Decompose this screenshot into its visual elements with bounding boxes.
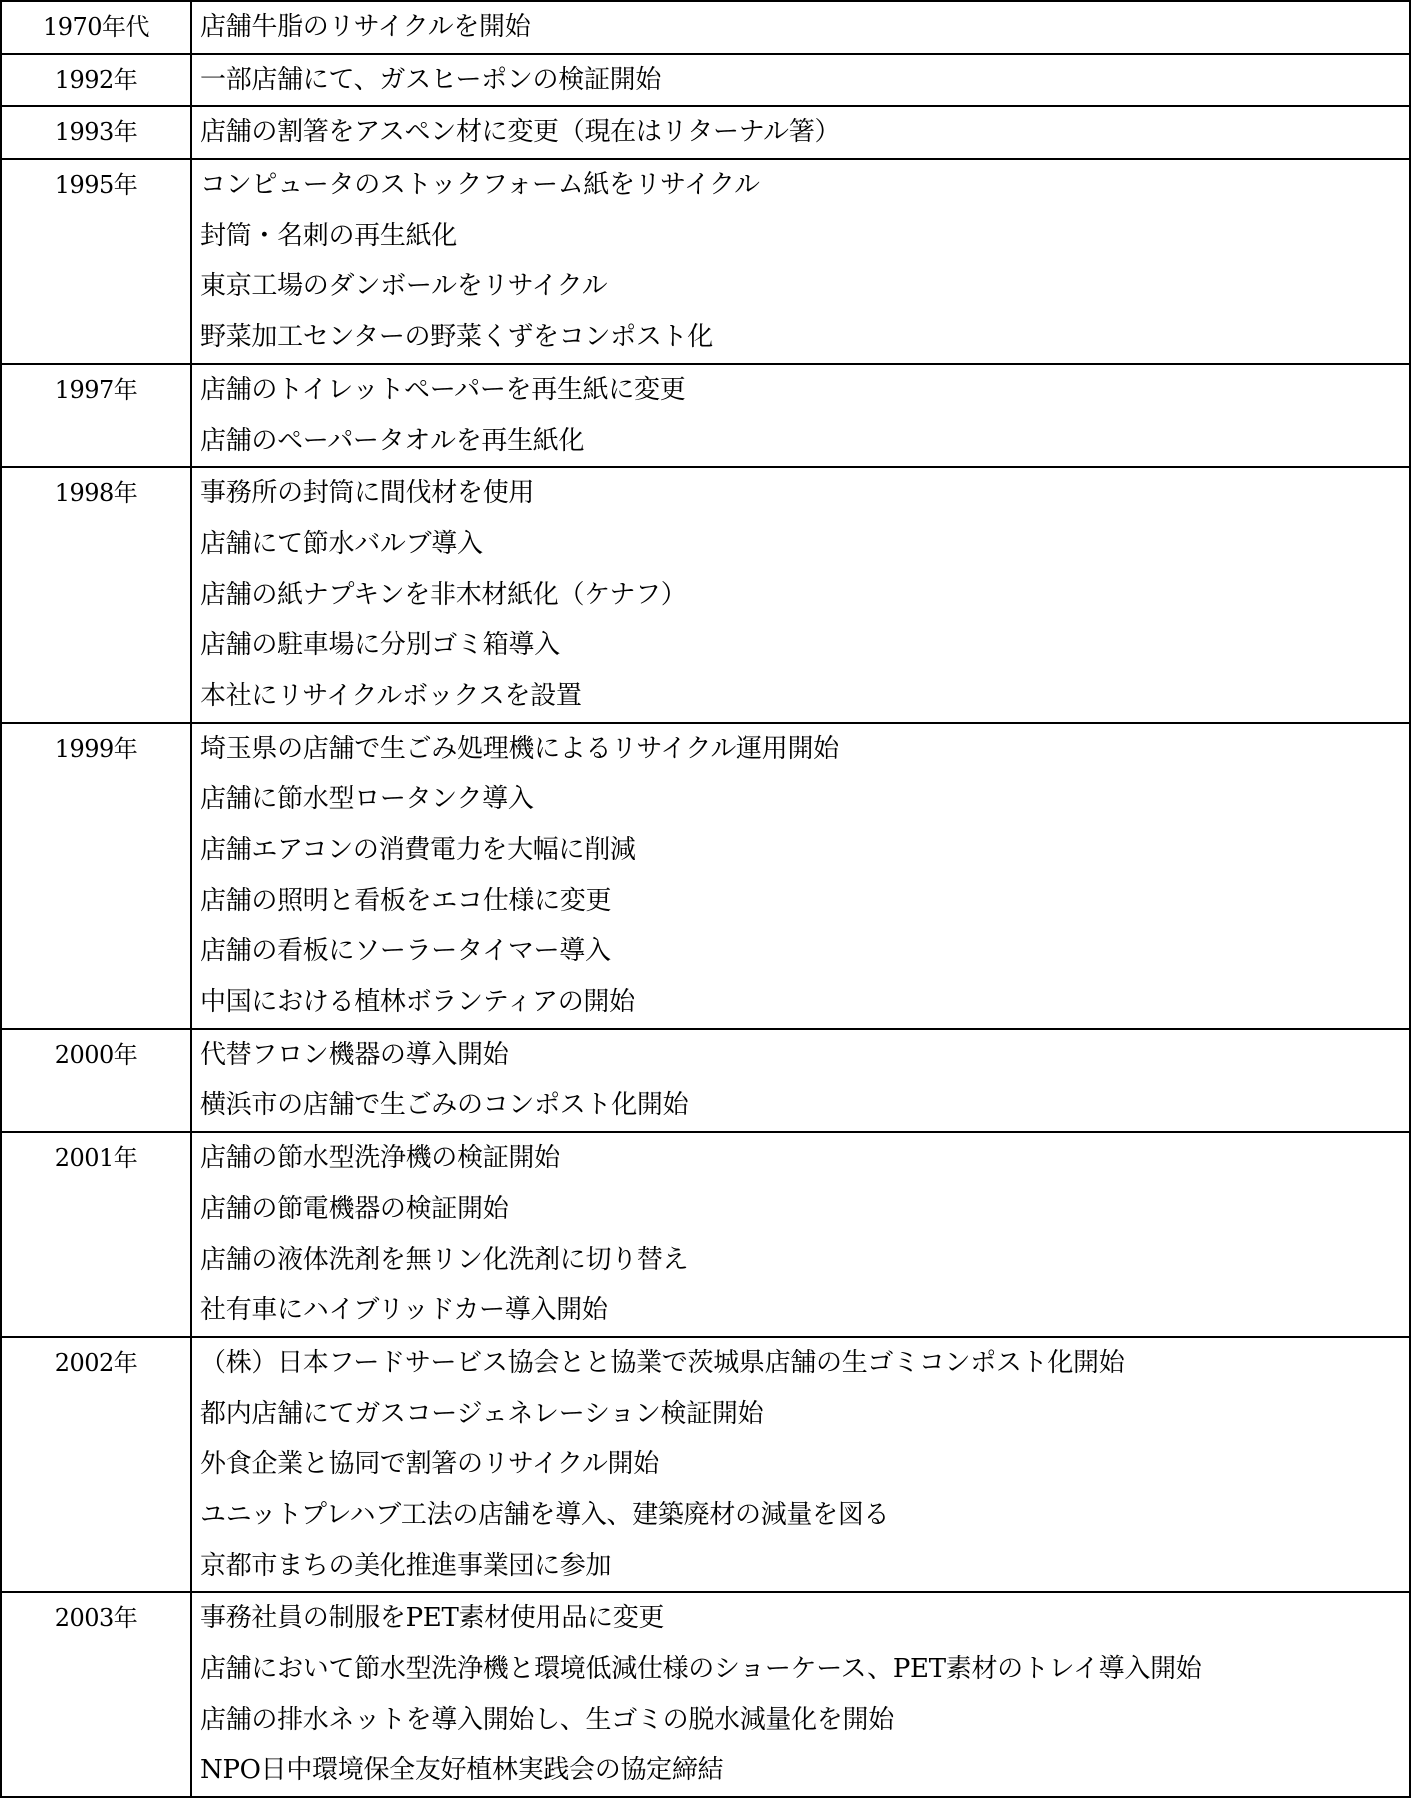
year-cell: 2001年 xyxy=(1,1132,191,1337)
event-item: 東京工場のダンボールをリサイクル xyxy=(200,271,608,302)
event-item: 店舗の紙ナプキンを非木材紙化（ケナフ） xyxy=(200,579,687,610)
event-item: 店舗牛脂のリサイクルを開始 xyxy=(200,12,531,42)
event-item: 店舗の節電機器の検証開始 xyxy=(200,1193,509,1224)
event-item: 店舗のペーパータオルを再生紙化 xyxy=(200,425,585,456)
event-item: 店舗のトイレットペーパーを再生紙に変更 xyxy=(200,374,686,405)
event-item: 店舗にて節水バルブ導入 xyxy=(200,528,483,559)
events-cell xyxy=(191,1592,1410,1797)
year-cell: 1997年 xyxy=(1,364,191,467)
year-cell: 1992年 xyxy=(1,54,191,107)
events-cell xyxy=(191,159,1410,364)
event-item: 一部店舗にて、ガスヒーポンの検証開始 xyxy=(200,64,662,95)
year-cell: 1999年 xyxy=(1,723,191,1029)
event-item: 事務所の封筒に間伐材を使用 xyxy=(200,478,535,509)
year-cell: 1970年代 xyxy=(1,1,191,54)
timeline-body xyxy=(1,1,1410,1797)
events-cell xyxy=(191,106,1410,159)
timeline-row xyxy=(1,723,1410,1029)
event-item: 代替フロン機器の導入開始 xyxy=(200,1039,509,1070)
events-cell xyxy=(191,54,1410,107)
event-item: 都内店舗にてガスコージェネレーション検証開始 xyxy=(200,1398,764,1429)
event-item: ユニットプレハブ工法の店舗を導入、建築廃材の減量を図る xyxy=(200,1499,890,1530)
event-item: 店舗の看板にソーラータイマー導入 xyxy=(200,936,611,967)
event-item: 店舗において節水型洗浄機と環境低減仕様のショーケース、PET素材のトレイ導入開始 xyxy=(200,1654,1202,1685)
event-item: 店舗の節水型洗浄機の検証開始 xyxy=(200,1143,560,1174)
year-cell: 2000年 xyxy=(1,1029,191,1132)
event-item: 野菜加工センターの野菜くずをコンポスト化 xyxy=(200,322,713,353)
timeline-row xyxy=(1,1337,1410,1592)
timeline-row xyxy=(1,1132,1410,1337)
timeline-row xyxy=(1,1592,1410,1797)
event-item: 埼玉県の店舗で生ごみ処理機によるリサイクル運用開始 xyxy=(200,733,839,764)
event-item: 事務社員の制服をPET素材使用品に変更 xyxy=(200,1603,665,1634)
event-item: 店舗の割箸をアスペン材に変更（現在はリターナル箸） xyxy=(200,117,841,148)
event-item: コンピュータのストックフォーム紙をリサイクル xyxy=(200,170,760,201)
event-item: 京都市まちの美化推進事業団に参加 xyxy=(200,1550,612,1581)
event-item: 店舗の液体洗剤を無リン化洗剤に切り替え xyxy=(200,1244,689,1275)
event-item: 横浜市の店舗で生ごみのコンポスト化開始 xyxy=(200,1090,689,1121)
event-item: 本社にリサイクルボックスを設置 xyxy=(200,680,582,711)
year-cell: 2003年 xyxy=(1,1592,191,1797)
events-cell xyxy=(191,723,1410,1029)
year-cell: 1993年 xyxy=(1,106,191,159)
events-cell xyxy=(191,364,1410,467)
event-item: 店舗エアコンの消費電力を大幅に削減 xyxy=(200,835,636,866)
timeline-row xyxy=(1,106,1410,159)
event-item: 店舗の排水ネットを導入開始し、生ゴミの脱水減量化を開始 xyxy=(200,1704,894,1735)
year-cell: 2002年 xyxy=(1,1337,191,1592)
year-cell: 1998年 xyxy=(1,467,191,722)
event-item: 店舗の駐車場に分別ゴミ箱導入 xyxy=(200,630,560,661)
event-item: 店舗の照明と看板をエコ仕様に変更 xyxy=(200,885,612,916)
timeline-row xyxy=(1,364,1410,467)
timeline-row xyxy=(1,1029,1410,1132)
events-cell xyxy=(191,1029,1410,1132)
year-cell: 1995年 xyxy=(1,159,191,364)
event-item: （株）日本フードサービス協会とと協業で茨城県店舗の生ゴミコンポスト化開始 xyxy=(200,1347,1125,1378)
events-cell xyxy=(191,1,1410,54)
events-cell xyxy=(191,1132,1410,1337)
timeline-row xyxy=(1,467,1410,722)
events-cell xyxy=(191,1337,1410,1592)
timeline-row xyxy=(1,1,1410,54)
event-item: 外食企業と協同で割箸のリサイクル開始 xyxy=(200,1449,659,1480)
timeline-row xyxy=(1,54,1410,107)
event-item: 社有車にハイブリッドカー導入開始 xyxy=(200,1295,608,1326)
event-item: NPO日中環境保全友好植林実践会の協定締結 xyxy=(200,1755,724,1786)
event-item: 店舗に節水型ロータンク導入 xyxy=(200,784,534,815)
events-cell xyxy=(191,467,1410,722)
event-item: 中国における植林ボランティアの開始 xyxy=(200,987,635,1018)
timeline-row xyxy=(1,159,1410,364)
event-item: 封筒・名刺の再生紙化 xyxy=(200,220,458,251)
